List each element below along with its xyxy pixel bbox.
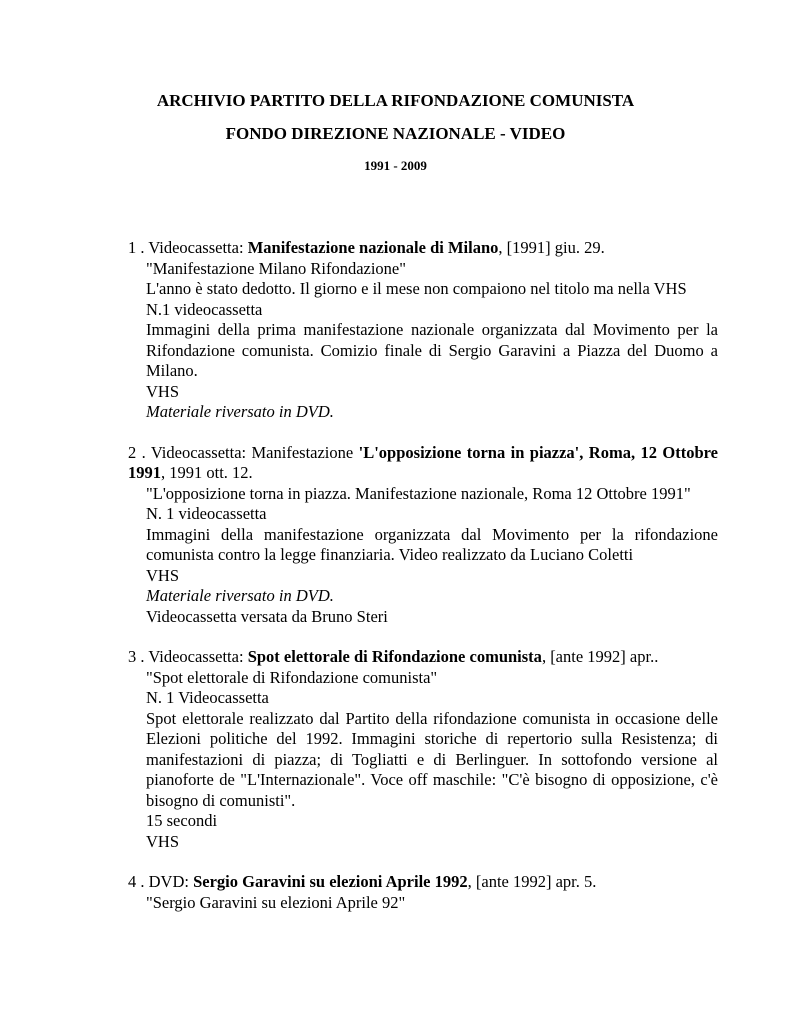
original-title: "Spot elettorale di Rifondazione comunista" [146, 667, 438, 687]
entry-heading [128, 872, 718, 893]
entry-quantity: N. 1 Videocassetta [146, 688, 269, 707]
entry-date: , [ante 1992] apr.. [541, 647, 659, 666]
entry-prefix: 2 . Videocassetta: Manifestazione [128, 442, 359, 462]
entry-title: Spot elettorale di Rifondazione comunista [247, 647, 542, 666]
original-title: "L'opposizione torna in piazza. Manifestazione nazionale, Roma 12 Ottobre 1991" [146, 483, 691, 503]
fonds-title: FONDO DIREZIONE NAZIONALE - VIDEO [225, 124, 566, 143]
entry-3 [128, 647, 718, 852]
entry-2 [128, 443, 718, 628]
entry-body [146, 259, 718, 423]
entry-date: , 1991 ott. 12. [161, 463, 253, 482]
entry-note: L'anno è stato dedotto. Il giorno e il mese non compaiono nel titolo ma nella VHS [146, 279, 687, 298]
entry-prefix: 4 . DVD: [128, 872, 194, 891]
entry-heading [128, 647, 718, 668]
entry-description: Spot elettorale realizzato dal Partito della rifondazione comunista in occasione delle Elezioni politiche del 1992. Immagini storiche di repertorio sulla Resistenza; di manifestazioni di piazza; di Togliatti e di Berlinguer. In sottofondo versione al pianoforte de "L'Internazionale". Voce off maschile: "C'è bisogno di opposizione, c'è bisogno di comunisti". [146, 708, 718, 810]
entry-title: 'L'opposizione torna in piazza', Roma, 12 Ottobre 1991 [128, 442, 718, 482]
entry-transfer: Materiale riversato in DVD. [146, 586, 334, 605]
entry-title: Sergio Garavini su elezioni Aprile 1992 [193, 872, 468, 891]
original-title: "Manifestazione Milano Rifondazione" [146, 258, 406, 278]
entry-quantity: N. 1 videocassetta [146, 504, 267, 523]
original-title: "Sergio Garavini su elezioni Aprile 92" [146, 892, 406, 912]
entries-list [128, 238, 718, 933]
entry-quantity: N.1 videocassetta [146, 299, 263, 319]
entry-format: VHS [146, 565, 180, 585]
entry-1 [128, 238, 718, 423]
entry-description: Immagini della prima manifestazione nazionale organizzata dal Movimento per la Rifondazione comunista. Comizio finale di Sergio Garavini a Piazza del Duomo a Milano. [146, 320, 718, 380]
entry-heading [128, 238, 718, 259]
entry-4 [128, 872, 718, 913]
entry-format: VHS [146, 381, 180, 401]
entry-title: Manifestazione nazionale di Milano [247, 238, 499, 257]
entry-date: , [ante 1992] apr. 5. [467, 872, 597, 891]
entry-duration: 15 secondi [146, 811, 218, 830]
entry-format: VHS [146, 831, 180, 851]
entry-heading [128, 443, 718, 484]
entry-prefix: 3 . Videocassetta: [128, 647, 248, 666]
entry-prefix: 1 . Videocassetta: [128, 238, 248, 257]
entry-description: Immagini della manifestazione organizzata dal Movimento per la rifondazione comunista contro la legge finanziaria. Video realizzato da Luciano Coletti [146, 524, 718, 564]
entry-body [146, 893, 718, 914]
entry-date: , [1991] giu. 29. [498, 238, 605, 257]
entry-transfer: Materiale riversato in DVD. [146, 402, 334, 421]
archive-title: ARCHIVIO PARTITO DELLA RIFONDAZIONE COMUNISTA [156, 91, 635, 110]
entry-donor: Videocassetta versata da Bruno Steri [146, 606, 388, 626]
entry-body [146, 484, 718, 628]
entry-body [146, 668, 718, 853]
date-range: 1991 - 2009 [364, 158, 427, 173]
